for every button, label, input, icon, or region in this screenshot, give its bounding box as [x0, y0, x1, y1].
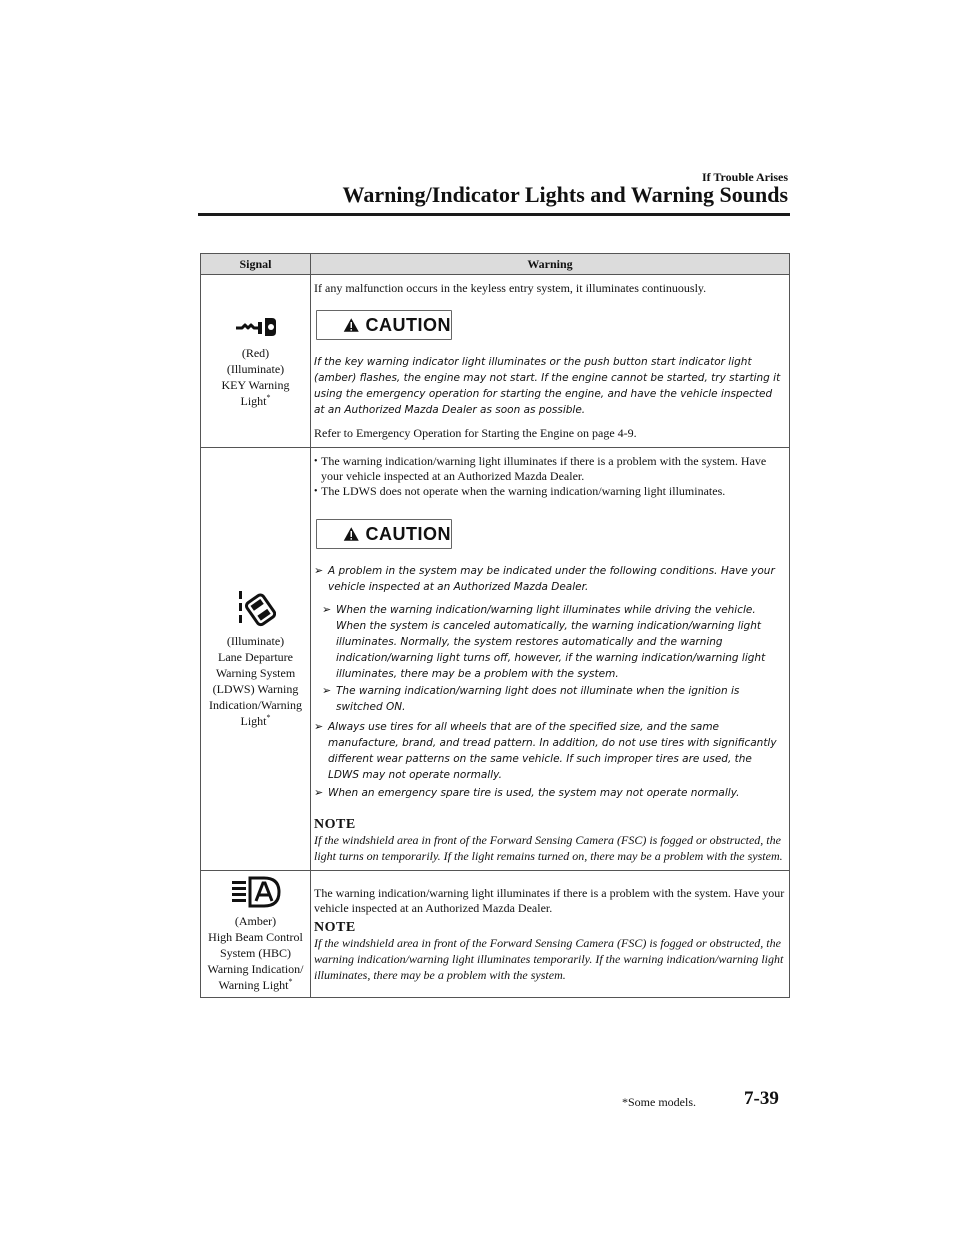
table-row-hbc — [201, 871, 790, 998]
signal-line: Lane Departure — [218, 650, 293, 664]
arrow-bullet-icon: ➢ — [314, 786, 324, 799]
note-heading: NOTE — [314, 919, 356, 935]
signal-line — [204, 393, 307, 409]
caution-item — [314, 719, 785, 783]
caution-triangle-icon — [343, 524, 360, 544]
signal-line-text: Light — [240, 714, 267, 728]
signal-line: (LDWS) Warning — [212, 682, 299, 696]
signal-warning-table — [200, 253, 790, 998]
table-row-key-warning — [201, 275, 790, 448]
arrow-bullet-icon: ➢ — [314, 564, 324, 577]
caution-list — [314, 563, 785, 801]
list-item: • The warning indication/warning light illuminates if there is a problem with the system. Have your vehicle inspected at an Authorized Mazda Dealer. — [314, 454, 785, 484]
list-item-text: The LDWS does not operate when the warning indication/warning light illuminates. — [321, 484, 726, 498]
signal-line: (Illuminate) — [226, 362, 285, 376]
caution-label: CAUTION — [365, 523, 451, 544]
reference-text: Refer to Emergency Operation for Starting the Engine on page 4-9. — [314, 426, 637, 440]
signal-line: (Red) — [241, 346, 270, 360]
table-row-ldws — [201, 448, 790, 871]
caution-text: If the key warning indicator light illuminates or the push button start indicator light (amber) flashes, the engine may not start. If the engine cannot be started, try starting it using the emergency operation for starting the engine, and have the vehicle inspected at an Authorized Mazda Dealer as soon as possible. — [314, 356, 781, 416]
column-header-signal: Signal — [201, 254, 311, 275]
warning-text: If any malfunction occurs in the keyless entry system, it illuminates continuously. — [314, 281, 707, 295]
signal-line-text: Light — [240, 394, 267, 408]
warning-text: The warning indication/warning light illuminates if there is a problem with the system. Have your vehicle inspected at an Authorized Mazda Dealer. — [314, 885, 785, 915]
caution-subitem — [322, 683, 785, 715]
caution-subitem — [322, 602, 785, 682]
caution-label: CAUTION — [365, 314, 451, 335]
caution-box — [316, 310, 452, 340]
signal-line — [204, 713, 307, 729]
bullet-list — [314, 454, 785, 499]
caution-item-text: A problem in the system may be indicated under the following conditions. Have your vehicle inspected at an Authorized Mazda Dealer. — [328, 565, 775, 593]
signal-line: System (HBC) — [219, 946, 291, 960]
arrow-bullet-icon: ➢ — [322, 684, 332, 697]
lane-departure-warning-icon — [236, 589, 276, 629]
section-label: If Trouble Arises — [701, 170, 788, 184]
page-title: Warning/Indicator Lights and Warning Sounds — [342, 182, 788, 207]
signal-line: Indication/Warning — [208, 698, 302, 712]
page-number: 7-39 — [744, 1088, 779, 1109]
signal-line: (Illuminate) — [226, 634, 285, 648]
note-heading: NOTE — [314, 817, 356, 832]
signal-line: KEY Warning — [221, 378, 290, 392]
warning-cell — [311, 448, 790, 871]
caution-triangle-icon — [343, 315, 360, 335]
list-item: • The LDWS does not operate when the warning indication/warning light illuminates. — [314, 484, 726, 498]
arrow-bullet-icon: ➢ — [322, 603, 332, 616]
footnote: *Some models. — [622, 1095, 696, 1109]
asterisk-mark: * — [266, 393, 271, 402]
key-warning-icon — [232, 313, 280, 341]
signal-cell — [201, 275, 311, 448]
signal-line: Warning System — [215, 666, 296, 680]
caution-item-text: Always use tires for all wheels that are of the specified size, and the same manufacture, brand, and tread pattern. In addition, do not use tires with significantly different wear patterns on the same vehicle. If such improper tires are used, the LDWS may not operate normally. — [328, 721, 777, 781]
warning-cell — [311, 275, 790, 448]
asterisk-mark: * — [288, 977, 293, 986]
arrow-bullet-icon: ➢ — [314, 720, 324, 733]
signal-line: Warning Indication/ — [207, 962, 304, 976]
warning-cell — [311, 871, 790, 998]
signal-cell — [201, 871, 311, 998]
table-header-row — [201, 254, 790, 275]
caution-item-text: When the warning indication/warning light illuminates while driving the vehicle. When the system is canceled automatically, the warning indication/warning light illuminates. Normally, the system restores automatically and the warning indication/warning light turns off, however, if the warning indication/warning light illuminates, there may be a problem with the system. — [336, 604, 766, 680]
note-text: If the windshield area in front of the Forward Sensing Camera (FSC) is fogged or obstructed, the light turns on temporarily. If the light remains turned on, there may be a problem with the system. — [314, 833, 783, 863]
signal-line — [204, 977, 307, 993]
caution-item — [314, 785, 785, 801]
signal-line: High Beam Control — [208, 930, 303, 944]
list-item-text: The warning indication/warning light illuminates if there is a problem with the system. Have your vehicle inspected at an Authorized Mazda Dealer. — [321, 454, 767, 483]
title-rule — [198, 213, 790, 216]
note-text: If the windshield area in front of the Forward Sensing Camera (FSC) is fogged or obstructed, the warning indication/warning light illuminates temporarily. If the warning indication/warning light illuminates, there may be a problem with the system. — [314, 935, 784, 982]
caution-item — [314, 563, 785, 595]
signal-line-text: Warning Light — [218, 978, 289, 992]
asterisk-mark: * — [266, 713, 271, 722]
column-header-warning: Warning — [311, 254, 790, 275]
high-beam-control-icon — [230, 875, 282, 909]
caution-box — [316, 519, 452, 549]
signal-cell — [201, 448, 311, 871]
caution-item-text: When an emergency spare tire is used, the system may not operate normally. — [328, 787, 740, 799]
caution-item-text: The warning indication/warning light does not illuminate when the ignition is switched ON. — [336, 685, 740, 713]
signal-line: (Amber) — [234, 914, 277, 928]
